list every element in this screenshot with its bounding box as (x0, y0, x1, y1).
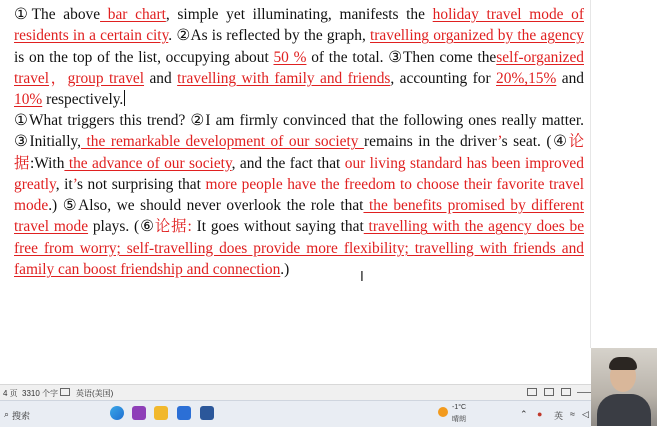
onenote-icon[interactable] (132, 406, 146, 420)
webcam-overlay (591, 348, 657, 426)
text-run: . ②As is reflected by the graph, (168, 27, 371, 45)
highlight-remarkable-development: the remarkable development of our society (81, 133, 364, 151)
highlight-group-travel: group travel (67, 69, 145, 87)
status-bar (0, 384, 591, 401)
text-run: , simple yet illuminating, manifests the (165, 6, 433, 23)
microphone-icon[interactable]: ● (537, 409, 543, 419)
app-icon[interactable] (177, 406, 191, 420)
text-run: It goes without saying that (191, 218, 364, 236)
edge-browser-icon[interactable] (110, 406, 124, 420)
read-mode-icon[interactable] (527, 388, 537, 396)
text-run: , it (55, 175, 73, 193)
text-run: .) (280, 261, 290, 279)
web-layout-icon[interactable] (561, 388, 571, 396)
presenter-hair (609, 357, 637, 370)
highlight-travel-benefits: travelling with the agency does be free from worry; self-travelling does provide more flexibility; travelling with friends and family can boost friendship and connection (14, 218, 585, 279)
highlight-living-standard: our living standard has been improved greatly (14, 154, 584, 193)
weather-icon[interactable] (438, 407, 448, 417)
text-run: , accounting for (390, 69, 497, 87)
text-run: remains in the driver (363, 133, 498, 151)
weather-temp[interactable]: -1°C (452, 404, 467, 411)
taskbar (0, 400, 591, 427)
word-icon[interactable] (200, 406, 214, 420)
text-run: ’ (72, 175, 77, 193)
print-layout-icon[interactable] (544, 388, 554, 396)
highlight-10-percent: 10% (14, 91, 43, 109)
text-run: is on the top of the list, occupying about (14, 48, 274, 66)
text-run: :With (29, 154, 65, 172)
page-count[interactable]: 4 页 (3, 389, 18, 398)
i-beam-cursor-icon: I (360, 270, 364, 285)
highlight-agency-travel: travelling organized by the agency (370, 27, 584, 45)
text-run: .) ⑤Also, we should never overlook the role that (48, 197, 364, 215)
text-run: and (144, 69, 178, 87)
side-panel (590, 0, 657, 348)
text-run: ， (49, 69, 68, 87)
text-run: , and the fact that (231, 154, 345, 172)
text-run: ’ (497, 133, 502, 151)
volume-icon[interactable]: ◁ (582, 409, 589, 419)
search-icon[interactable]: ⌕ (4, 409, 10, 419)
language-indicator[interactable]: 英语(美国) (76, 389, 114, 398)
chevron-up-icon[interactable]: ⌃ (520, 409, 528, 419)
wifi-icon[interactable]: ≈ (570, 409, 575, 419)
presenter-body (597, 394, 651, 426)
argument-label: 论据 (14, 133, 584, 172)
highlight-benefits-promised: the benefits promised by different travel mode (14, 197, 584, 236)
paragraph-2[interactable] (14, 110, 584, 280)
text-run: respectively. (42, 91, 124, 109)
text-run: s not surprising that (76, 175, 206, 193)
paragraph-1[interactable] (14, 4, 584, 110)
highlight-50-percent: 50 % (273, 48, 307, 66)
highlight-20-15-percent: 20%,15% (496, 69, 557, 87)
zoom-slider[interactable] (577, 392, 591, 393)
proofing-icon[interactable] (60, 388, 70, 396)
text-run: and (556, 69, 584, 87)
text-run: ①What triggers this trend? ②I am firmly convinced that the following ones really matter. ③Initially, (14, 112, 584, 151)
taskbar-search-box[interactable]: 搜索 (12, 411, 31, 421)
text-run: ①The above (14, 6, 101, 23)
text-caret (124, 90, 125, 106)
text-run: of the total. ③Then come the (306, 48, 497, 66)
argument-label: 论据: (154, 218, 192, 236)
highlight-family-friends: travelling with family and friends (177, 69, 391, 87)
highlight-more-freedom: more people have the freedom to choose their favorite travel mode (14, 175, 584, 215)
highlight-advance-of-society: the advance of our society (64, 154, 232, 172)
text-run: plays. (⑥ (88, 218, 155, 236)
highlight-holiday-travel-mode: holiday travel mode of residents in a certain city (14, 6, 584, 45)
file-explorer-icon[interactable] (154, 406, 168, 420)
highlight-bar-chart: bar chart (100, 6, 166, 23)
weather-desc[interactable]: 晴朗 (452, 416, 466, 423)
word-count[interactable]: 3310 个字 (22, 389, 59, 398)
highlight-self-organized: self-organized travel (14, 48, 584, 87)
text-run: s seat. (④ (501, 133, 569, 151)
ime-indicator[interactable]: 英 (554, 411, 564, 421)
